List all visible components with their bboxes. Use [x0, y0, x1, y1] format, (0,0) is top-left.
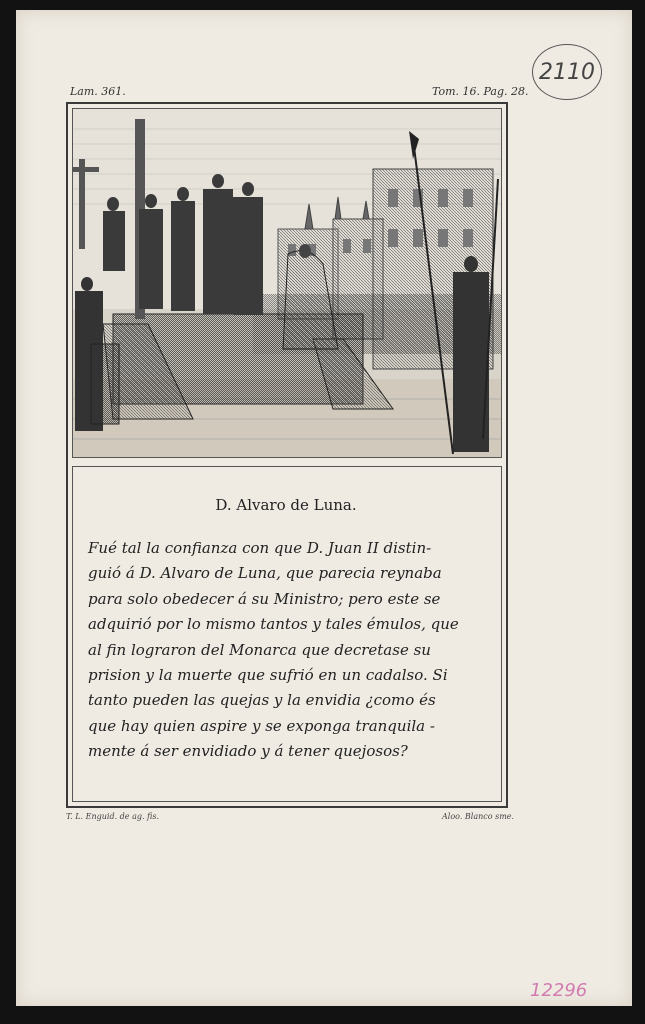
- artist-credit: Aloo. Blanco sme.: [442, 812, 515, 821]
- caption-line: tanto pueden las quejas y la envidia ¿como és: [88, 691, 436, 710]
- caption-line: que hay quien aspire y se exponga tranquila -: [88, 716, 435, 735]
- volume-page-reference: Tom. 16. Pag. 28.: [432, 85, 529, 98]
- engraver-credit: T. L. Enguid. de ag. fis.: [66, 812, 160, 821]
- plate-number: Lam. 361.: [70, 85, 126, 98]
- caption-text: [88, 536, 488, 765]
- caption-line: Fué tal la confianza con que D. Juan II distin-: [88, 539, 432, 557]
- caption-line: para solo obedecer á su Ministro; pero este se: [88, 589, 441, 608]
- inventory-stamp: 12296: [530, 980, 588, 1001]
- caption-title: D. Alvaro de Luna.: [215, 496, 357, 514]
- handwritten-circled-number: 2110: [532, 44, 602, 100]
- engraving-image: [72, 108, 502, 458]
- execution-scene-illustration: [73, 109, 502, 458]
- caption-line: mente á ser envidiado y á tener quejosos?: [88, 742, 408, 761]
- caption-line: prision y la muerte que sufrió en un cadalso. Si: [88, 666, 448, 685]
- caption-line: guió á D. Alvaro de Luna, que parecia reynaba: [88, 564, 442, 583]
- caption-line: adquirió por lo mismo tantos y tales émulos, que: [88, 615, 459, 634]
- caption-line: al fin lograron del Monarca que decretase su: [88, 640, 431, 659]
